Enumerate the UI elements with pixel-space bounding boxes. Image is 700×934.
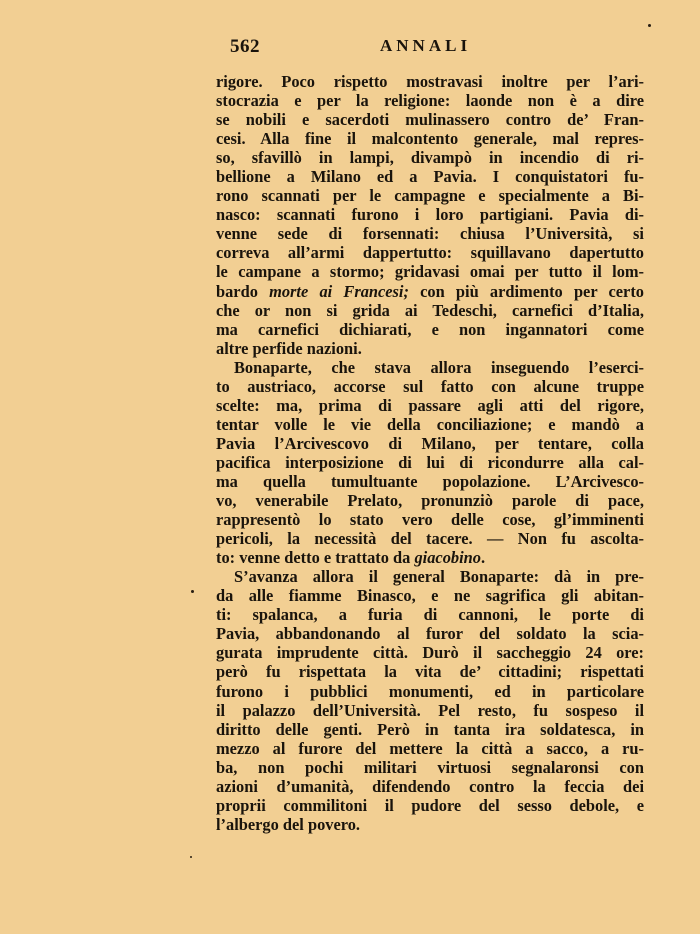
- text-line: il palazzo dell’Università. Pel resto, fu sospeso il: [216, 700, 644, 720]
- line-text: to: venne detto e trattato da: [216, 548, 415, 568]
- page-header: [214, 36, 644, 60]
- text-line: [216, 548, 644, 567]
- text-line: diritto delle genti. Però in tanta ira soldatesca, in: [216, 719, 644, 739]
- text-line: pericoli, la necessità del tacere. — Non fu ascolta-: [216, 529, 644, 549]
- text-line: proprii commilitoni il pudore del sesso debole, e: [216, 795, 644, 815]
- line-text: bardo: [216, 281, 270, 301]
- text-line: da alle fiamme Binasco, e ne sagrifica gli abitan-: [216, 586, 644, 606]
- text-line: ti: spalanca, a furia di cannoni, le porte di: [216, 605, 644, 625]
- page-number: 562: [230, 36, 260, 57]
- text-line: nasco: scannati furono i loro partigiani. Pavia di-: [216, 205, 644, 225]
- text-line: azioni d’umanità, difendendo contro la feccia dei: [216, 776, 644, 796]
- ink-speck: [648, 24, 651, 27]
- text-line: stocrazia e per la religione: laonde non è a dire: [216, 91, 644, 111]
- line-text: con più ardimento per certo: [408, 281, 644, 301]
- text-line: ba, non pochi militari virtuosi segnalaronsi con: [216, 757, 644, 777]
- text-line: cesi. Alla fine il malcontento generale, mal repres-: [216, 129, 644, 149]
- text-line: rigore. Poco rispetto mostravasi inoltre per l’ari-: [216, 72, 644, 91]
- text-line: S’avanza allora il general Bonaparte: dà in pre-: [234, 567, 644, 587]
- text-line: Bonaparte, che stava allora inseguendo l’eserci-: [234, 357, 644, 377]
- text-line: che or non si grida ai Tedeschi, carnefici d’Italia,: [216, 300, 644, 320]
- text-line: l’albergo del povero.: [216, 814, 361, 834]
- text-line: correva all’armi dappertutto: squillavano dapertutto: [216, 243, 644, 263]
- running-head: ANNALI: [380, 36, 472, 55]
- text-line: bellione a Milano ed a Pavia. I conquistatori fu-: [216, 167, 644, 187]
- italic-phrase: morte ai Francesi;: [269, 281, 409, 301]
- text-line: però fu rispettata la vita de’ cittadini; rispettati: [216, 662, 644, 682]
- text-line: vo, venerabile Prelato, pronunziò parole di pace,: [216, 491, 644, 511]
- text-line: mezzo al furore del mettere la città a sacco, a ru-: [216, 738, 644, 758]
- text-line: le campane a stormo; gridavasi omai per tutto il lom-: [216, 262, 644, 282]
- text-line: Pavia, abbandonando al furor del soldato la scia-: [216, 624, 644, 644]
- text-line: rappresentò lo stato vero delle cose, gl’imminenti: [216, 510, 644, 530]
- ink-speck: [191, 590, 194, 593]
- line-text: .: [480, 548, 486, 568]
- text-line: to austriaco, accorse sul fatto con alcune truppe: [216, 376, 644, 396]
- text-line: furono i pubblici monumenti, ed in particolare: [216, 681, 644, 701]
- text-line: so, sfavillò in lampi, divampò in incendio di ri-: [216, 148, 644, 168]
- text-line: venne sede di forsennati: chiusa l’Università, si: [216, 224, 644, 244]
- italic-phrase: giacobino: [414, 548, 481, 568]
- text-line: se nobili e sacerdoti mulinassero contro de’ Fran-: [216, 110, 644, 130]
- text-line: gurata imprudente città. Durò il saccheggio 24 ore:: [216, 643, 644, 663]
- text-line: pacifica interposizione di lui di ricondurre alla cal-: [216, 452, 644, 472]
- body-text: [216, 72, 644, 834]
- ink-speck: [190, 856, 192, 858]
- text-line: ma quella tumultuante popolazione. L’Arcivesco-: [216, 471, 644, 491]
- text-line: tentar volle le vie della conciliazione; e mandò a: [216, 414, 644, 434]
- text-line: Pavia l’Arcivescovo di Milano, per tentare, colla: [216, 433, 644, 453]
- text-line: rono scannati per le campagne e specialmente a Bi-: [216, 186, 644, 206]
- text-line: ma carnefici dichiarati, e non ingannatori come: [216, 319, 644, 339]
- text-line: [216, 282, 644, 301]
- text-line: altre perfide nazioni.: [216, 338, 362, 358]
- text-line: scelte: ma, prima di passare agli atti del rigore,: [216, 395, 644, 415]
